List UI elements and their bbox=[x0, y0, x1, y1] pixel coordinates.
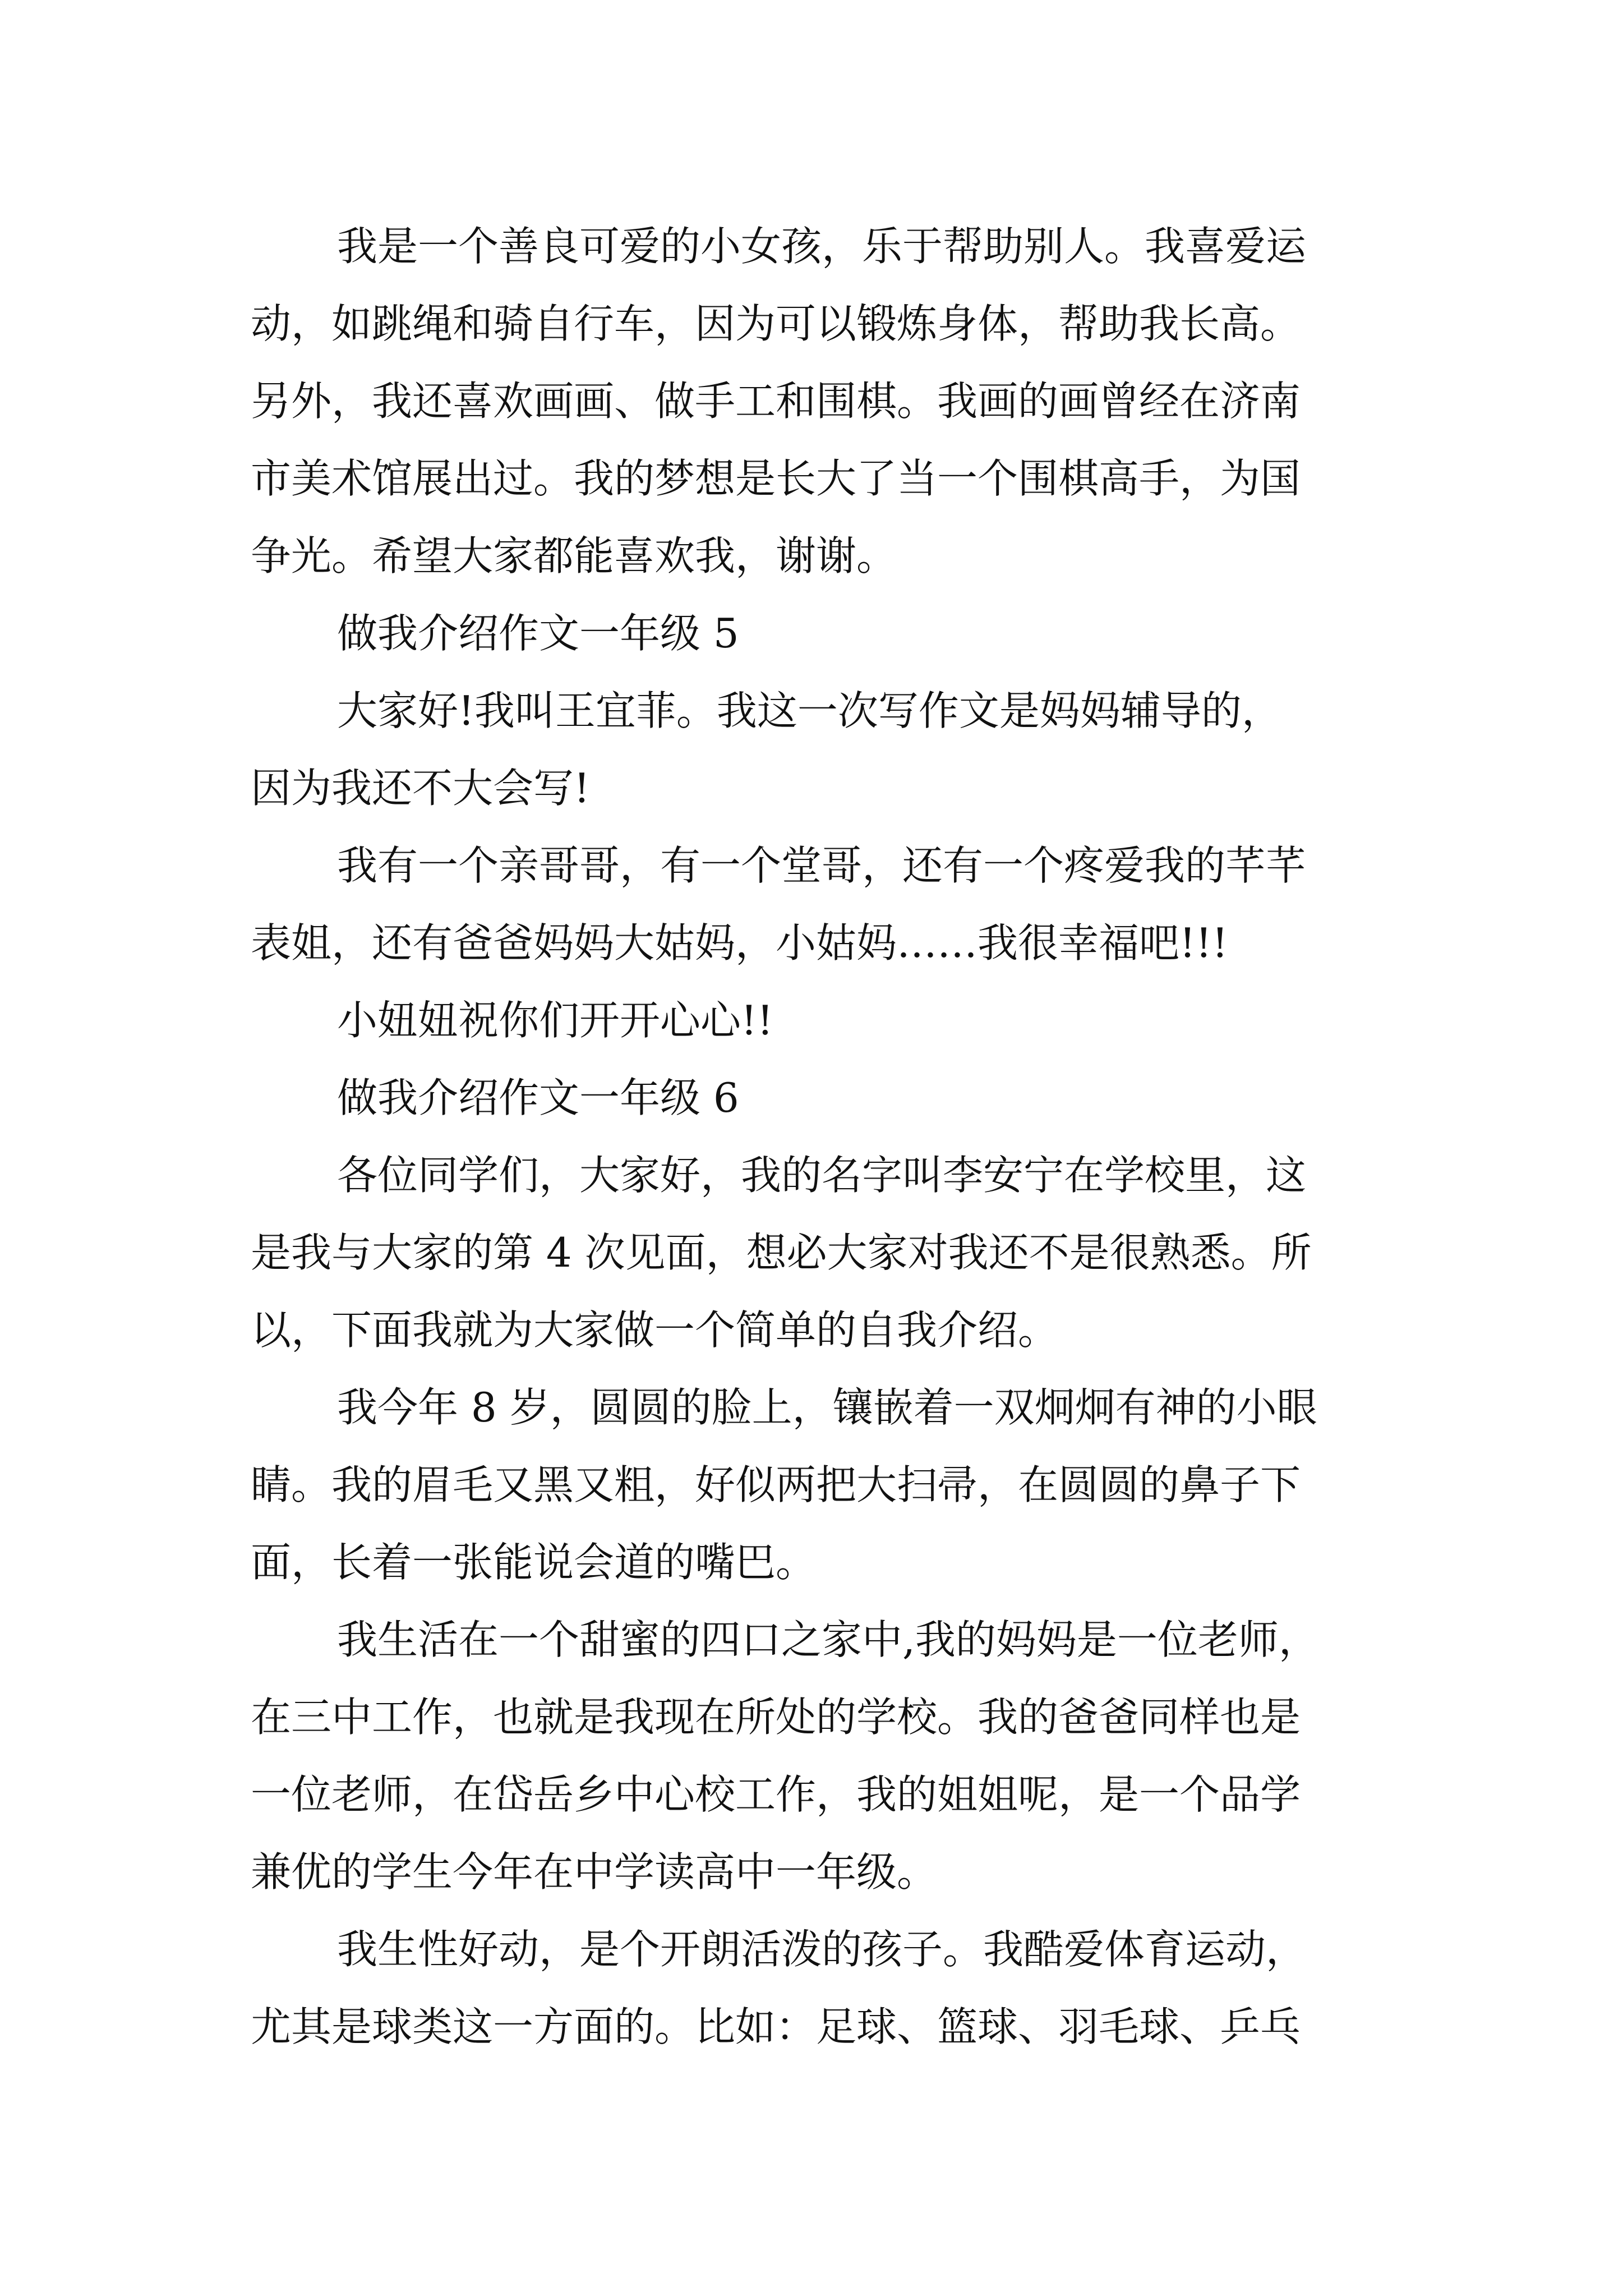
text-line: 我生活在一个甜蜜的四口之家中,我的妈妈是一位老师， bbox=[337, 1616, 1319, 1663]
text-line: 是我与大家的第 4 次见面，想必大家对我还不是很熟悉。所 bbox=[251, 1229, 1312, 1276]
text-line: 在三中工作，也就是我现在所处的学校。我的爸爸同样也是 bbox=[251, 1694, 1301, 1741]
document-text bbox=[251, 208, 1372, 2065]
text-line: 小妞妞祝你们开开心心!! bbox=[337, 997, 773, 1044]
text-line: 各位同学们，大家好，我的名字叫李安宁在学校里，这 bbox=[337, 1152, 1307, 1199]
text-line: 尤其是球类这一方面的。比如：足球、篮球、羽毛球、乒乓 bbox=[251, 2003, 1301, 2050]
text-line: 表姐，还有爸爸妈妈大姑妈，小姑妈……我很幸福吧!!! bbox=[251, 919, 1228, 967]
text-line: 市美术馆展出过。我的梦想是长大了当一个围棋高手，为国 bbox=[251, 455, 1301, 502]
text-line: 大家好!我叫王宜菲。我这一次写作文是妈妈辅导的， bbox=[337, 687, 1282, 734]
text-line: 我今年 8 岁，圆圆的脸上，镶嵌着一双炯炯有神的小眼 bbox=[337, 1384, 1317, 1431]
text-line: 我生性好动，是个开朗活泼的孩子。我酷爱体育运动， bbox=[337, 1926, 1307, 1973]
text-line: 另外，我还喜欢画画、做手工和围棋。我画的画曾经在济南 bbox=[251, 378, 1301, 425]
text-line: 睛。我的眉毛又黑又粗，好似两把大扫帚，在圆圆的鼻子下 bbox=[251, 1461, 1301, 1508]
section-heading: 做我介绍作文一年级 6 bbox=[337, 1074, 739, 1121]
text-line: 兼优的学生今年在中学读高中一年级。 bbox=[251, 1848, 938, 1895]
text-line: 我是一个善良可爱的小女孩，乐于帮助别人。我喜爱运 bbox=[337, 223, 1307, 270]
text-line: 面，长着一张能说会道的嘴巴。 bbox=[251, 1539, 817, 1586]
text-line: 我有一个亲哥哥，有一个堂哥，还有一个疼爱我的芊芊 bbox=[337, 842, 1307, 889]
section-heading: 做我介绍作文一年级 5 bbox=[337, 610, 739, 657]
text-line: 因为我还不大会写! bbox=[251, 765, 590, 812]
text-line: 以，下面我就为大家做一个简单的自我介绍。 bbox=[251, 1306, 1059, 1354]
text-line: 争光。希望大家都能喜欢我，谢谢。 bbox=[251, 532, 897, 579]
text-line: 动，如跳绳和骑自行车，因为可以锻炼身体，帮助我长高。 bbox=[251, 300, 1301, 347]
text-line: 一位老师，在岱岳乡中心校工作，我的姐姐呢，是一个品学 bbox=[251, 1771, 1301, 1818]
